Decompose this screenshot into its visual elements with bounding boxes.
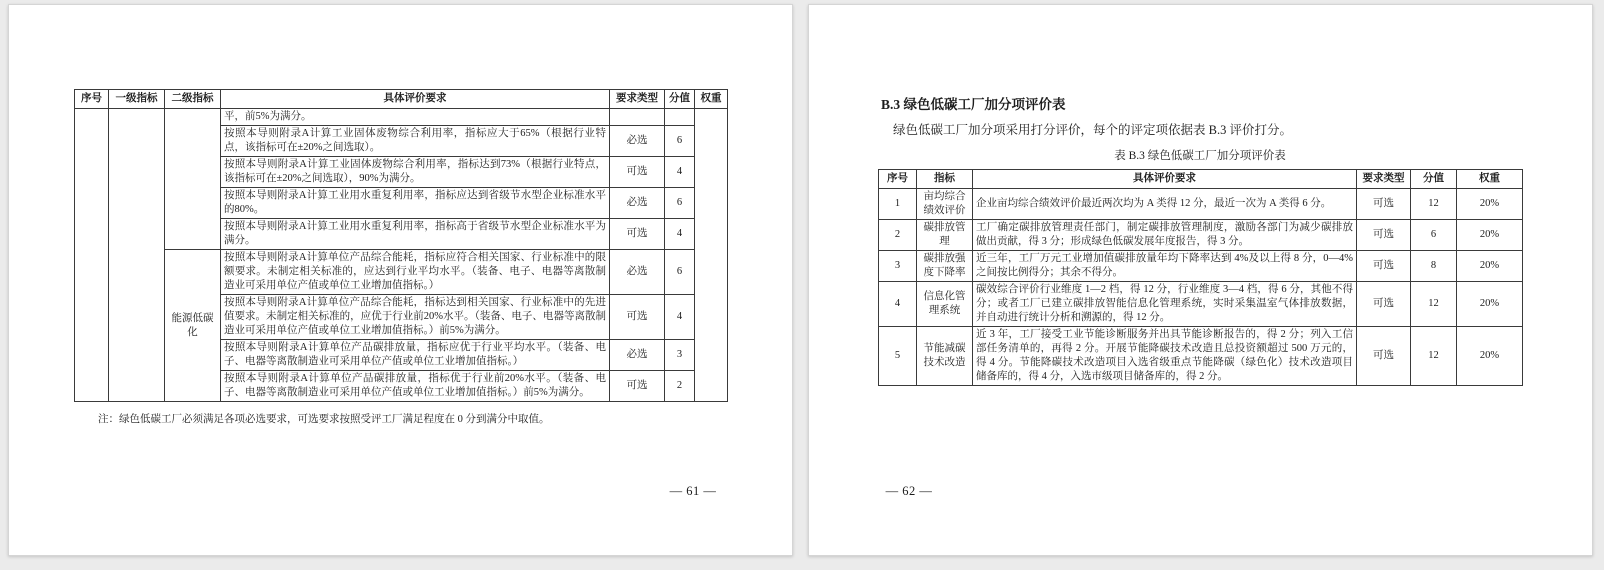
page-61-content: [74, 89, 727, 427]
score-cell: 3: [665, 340, 695, 371]
score-cell: 6: [665, 250, 695, 295]
requirement-cell: 平，前5%为满分。: [221, 109, 610, 126]
page-62-content: [878, 97, 1522, 386]
table-caption: 表 B.3 绿色低碳工厂加分项评价表: [1114, 150, 1286, 162]
table-note: 注：绿色低碳工厂必须满足各项必选要求，可选要求按照受评工厂满足程度在 0 分到满分中取值。: [98, 414, 550, 425]
col-header-score: 分值: [665, 90, 695, 109]
score-cell: [665, 109, 695, 126]
col-header-requirement: 具体评价要求: [973, 170, 1357, 189]
weight-cell: 20%: [1457, 220, 1523, 251]
weight-cell: [695, 109, 728, 402]
req-type-cell: [610, 109, 665, 126]
requirement-cell: 按照本导则附录A计算工业固体废物综合利用率，指标达到73%（根据行业特点，该指标可在±20%之间选取），90%为满分。: [221, 157, 610, 188]
score-cell: 12: [1411, 282, 1457, 327]
requirement-cell: 按照本导则附录A计算单位产品综合能耗，指标应符合相关国家、行业标准中的限额要求。未制定相关标准的，应达到行业平均水平。（装备、电子、电器等离散制造业可采用单位产值或单位工业增加值指标。）: [221, 250, 610, 295]
page-number-61: — 61 —: [669, 484, 717, 498]
col-header-requirement: 具体评价要求: [221, 90, 610, 109]
score-cell: 6: [665, 126, 695, 157]
seq-cell: 3: [879, 251, 917, 282]
seq-cell: [75, 109, 109, 402]
indicator-cell: 节能减碳技术改造: [917, 327, 973, 386]
seq-cell: 1: [879, 189, 917, 220]
col-header-score: 分值: [1411, 170, 1457, 189]
requirement-cell: 企业亩均综合绩效评价最近两次均为 A 类得 12 分，最近一次为 A 类得 6 分。: [973, 189, 1357, 220]
weight-cell: 20%: [1457, 282, 1523, 327]
weight-cell: 20%: [1457, 251, 1523, 282]
req-type-cell: 可选: [1357, 251, 1411, 282]
col-header-req-type: 要求类型: [610, 90, 665, 109]
req-type-cell: 可选: [610, 219, 665, 250]
requirement-cell: 按照本导则附录A计算工业用水重复利用率，指标高于省级节水型企业标准水平为满分。: [221, 219, 610, 250]
col-header-seq: 序号: [75, 90, 109, 109]
weight-cell: 20%: [1457, 189, 1523, 220]
score-cell: 12: [1411, 327, 1457, 386]
requirement-cell: 按照本导则附录A计算工业固体废物综合利用率，指标应大于65%（根据行业特点，该指标可在±20%之间选取）。: [221, 126, 610, 157]
document-page-62: [808, 4, 1593, 556]
req-type-cell: 可选: [1357, 327, 1411, 386]
req-type-cell: 可选: [610, 295, 665, 340]
requirement-cell: 按照本导则附录A计算单位产品综合能耗，指标达到相关国家、行业标准中的先进值要求。未制定相关标准的，应优于行业前20%水平。（装备、电子、电器等离散制造业可采用单位产值或单位工业增加值指标。）前5%为满分。: [221, 295, 610, 340]
requirement-cell: 近三年，工厂万元工业增加值碳排放量年均下降率达到 4%及以上得 8 分，0—4%之间按比例得分；其余不得分。: [973, 251, 1357, 282]
req-type-cell: 必选: [610, 126, 665, 157]
col-header-req-type: 要求类型: [1357, 170, 1411, 189]
seq-cell: 5: [879, 327, 917, 386]
score-cell: 4: [665, 219, 695, 250]
requirement-cell: 碳效综合评价行业维度 1—2 档，得 12 分，行业维度 3—4 档，得 6 分，其他不得分；或者工厂已建立碳排放智能信息化管理系统，实时采集温室气体排放数据，并自动进行统计分析和溯源的，得 12 分。: [973, 282, 1357, 327]
secondary-indicator-cell-energy: 能源低碳化: [165, 250, 221, 402]
indicator-cell: 碳排放强度下降率: [917, 251, 973, 282]
req-type-cell: 可选: [1357, 220, 1411, 251]
col-header-secondary-indicator: 二级指标: [165, 90, 221, 109]
req-type-cell: 可选: [1357, 189, 1411, 220]
section-heading-b3: B.3 绿色低碳工厂加分项评价表: [881, 97, 1066, 112]
indicator-cell: 碳排放管理: [917, 220, 973, 251]
col-header-weight: 权重: [1457, 170, 1523, 189]
page-number-62: — 62 —: [885, 484, 933, 498]
score-cell: 4: [665, 295, 695, 340]
col-header-weight: 权重: [695, 90, 728, 109]
bonus-items-table: [878, 169, 1523, 386]
indicator-cell: 信息化管理系统: [917, 282, 973, 327]
seq-cell: 4: [879, 282, 917, 327]
req-type-cell: 可选: [1357, 282, 1411, 327]
primary-indicator-cell: [109, 109, 165, 402]
indicator-cell: 亩均综合绩效评价: [917, 189, 973, 220]
secondary-indicator-cell-blank: [165, 109, 221, 250]
requirement-cell: 按照本导则附录A计算单位产品碳排放量，指标应优于行业平均水平。（装备、电子、电器等离散制造业可采用单位产值或单位工业增加值指标。）: [221, 340, 610, 371]
score-cell: 6: [665, 188, 695, 219]
requirement-cell: 按照本导则附录A计算单位产品碳排放量，指标优于行业前20%水平。（装备、电子、电器等离散制造业可采用单位产值或单位工业增加值指标。）前5%为满分。: [221, 371, 610, 402]
req-type-cell: 必选: [610, 188, 665, 219]
carbon-factory-requirements-table: [74, 89, 728, 402]
req-type-cell: 必选: [610, 250, 665, 295]
score-cell: 2: [665, 371, 695, 402]
col-header-primary-indicator: 一级指标: [109, 90, 165, 109]
score-cell: 6: [1411, 220, 1457, 251]
section-intro: 绿色低碳工厂加分项采用打分评价，每个的评定项依据表 B.3 评价打分。: [893, 123, 1292, 137]
req-type-cell: 必选: [610, 340, 665, 371]
score-cell: 4: [665, 157, 695, 188]
requirement-cell: 近 3 年，工厂接受工业节能诊断服务并出具节能诊断报告的，得 2 分；列入工信部任务清单的，再得 2 分。开展节能降碳技术改造且总投资额超过 500 万元的，得 4 分。节能降碳技术改造项目入选省级重点节能降碳（绿色化）技术改造项目储备库的，得 4 分，入选市级项目储备库的，得 2 分。: [973, 327, 1357, 386]
score-cell: 8: [1411, 251, 1457, 282]
req-type-cell: 可选: [610, 371, 665, 402]
req-type-cell: 可选: [610, 157, 665, 188]
col-header-indicator: 指标: [917, 170, 973, 189]
seq-cell: 2: [879, 220, 917, 251]
document-page-61: [8, 4, 793, 556]
col-header-seq: 序号: [879, 170, 917, 189]
requirement-cell: 工厂确定碳排放管理责任部门，制定碳排放管理制度，激励各部门为减少碳排放做出贡献，得 3 分；形成绿色低碳发展年度报告，得 3 分。: [973, 220, 1357, 251]
requirement-cell: 按照本导则附录A计算工业用水重复利用率，指标应达到省级节水型企业标准水平的80%。: [221, 188, 610, 219]
weight-cell: 20%: [1457, 327, 1523, 386]
score-cell: 12: [1411, 189, 1457, 220]
